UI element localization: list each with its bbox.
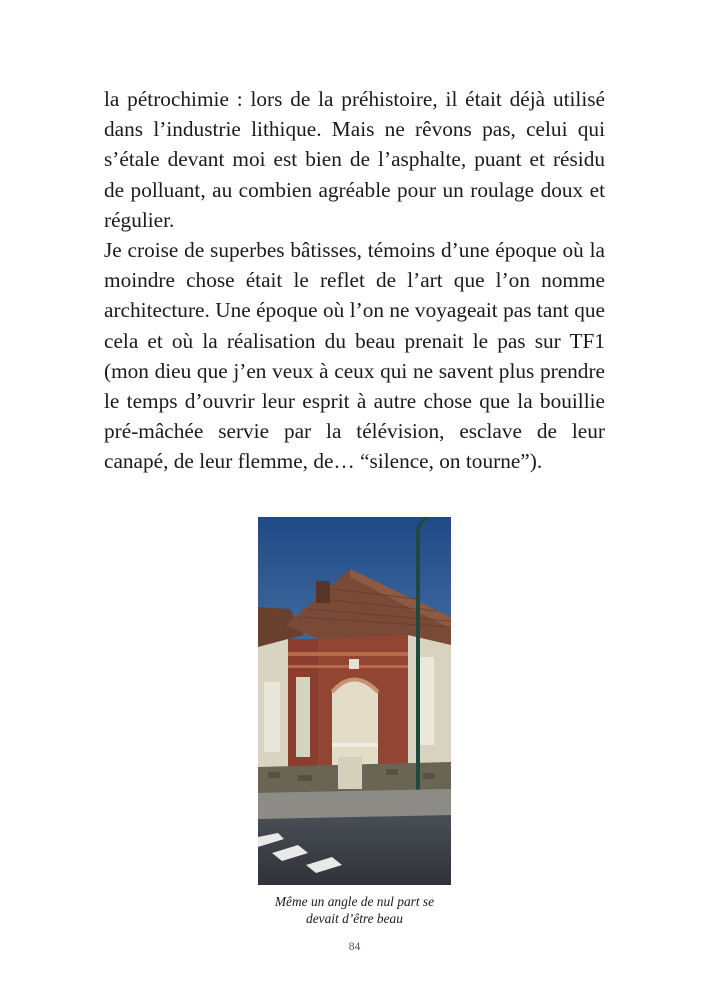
text-line: un roulage doux et régulier.: [104, 177, 605, 232]
paragraph: [104, 235, 605, 477]
text-line: nomme architecture. Une époque où l’on ne: [104, 268, 605, 323]
text-line: utilisé dans l’industrie lithique. Mais ne rêvons pas,: [104, 87, 605, 142]
figure-caption: [230, 893, 479, 927]
text-line: servie par la télévision, esclave de leur canapé, de: [104, 419, 605, 474]
text-line: ceux qui ne savent plus prendre le temps d’ouvrir: [104, 358, 605, 414]
text-line: Je croise de superbes bâtisses, témoins d’une époque: [104, 238, 563, 263]
text-line: beau prenait le pas sur TF1 (mon dieu que j’en veux à: [104, 328, 605, 383]
caption-line: Même un angle de nul part se: [274, 894, 435, 909]
text-line: puant et résidu de polluant, au combien agréable pour: [104, 147, 605, 202]
text-line: où la moindre chose était le reflet de l’art que l’on: [104, 238, 605, 293]
text-line: celui qui s’étale devant moi est bien de l’asphalte,: [104, 117, 605, 172]
text-line: voyageait pas tant que cela et où la réalisation du: [104, 298, 605, 353]
building-photo: [258, 517, 451, 885]
paragraph: [104, 84, 605, 235]
building-illustration: [258, 517, 451, 885]
body-text: [104, 84, 605, 477]
page-number: 84: [348, 941, 361, 953]
text-line: la pétrochimie : lors de la préhistoire, il était déjà: [104, 87, 553, 111]
caption-line: devait d’être beau: [306, 911, 403, 926]
text-line: leur flemme, de… “silence, on tourne”).: [199, 449, 543, 474]
text-line: leur esprit à autre chose que la bouillie pré-mâchée: [104, 389, 605, 444]
